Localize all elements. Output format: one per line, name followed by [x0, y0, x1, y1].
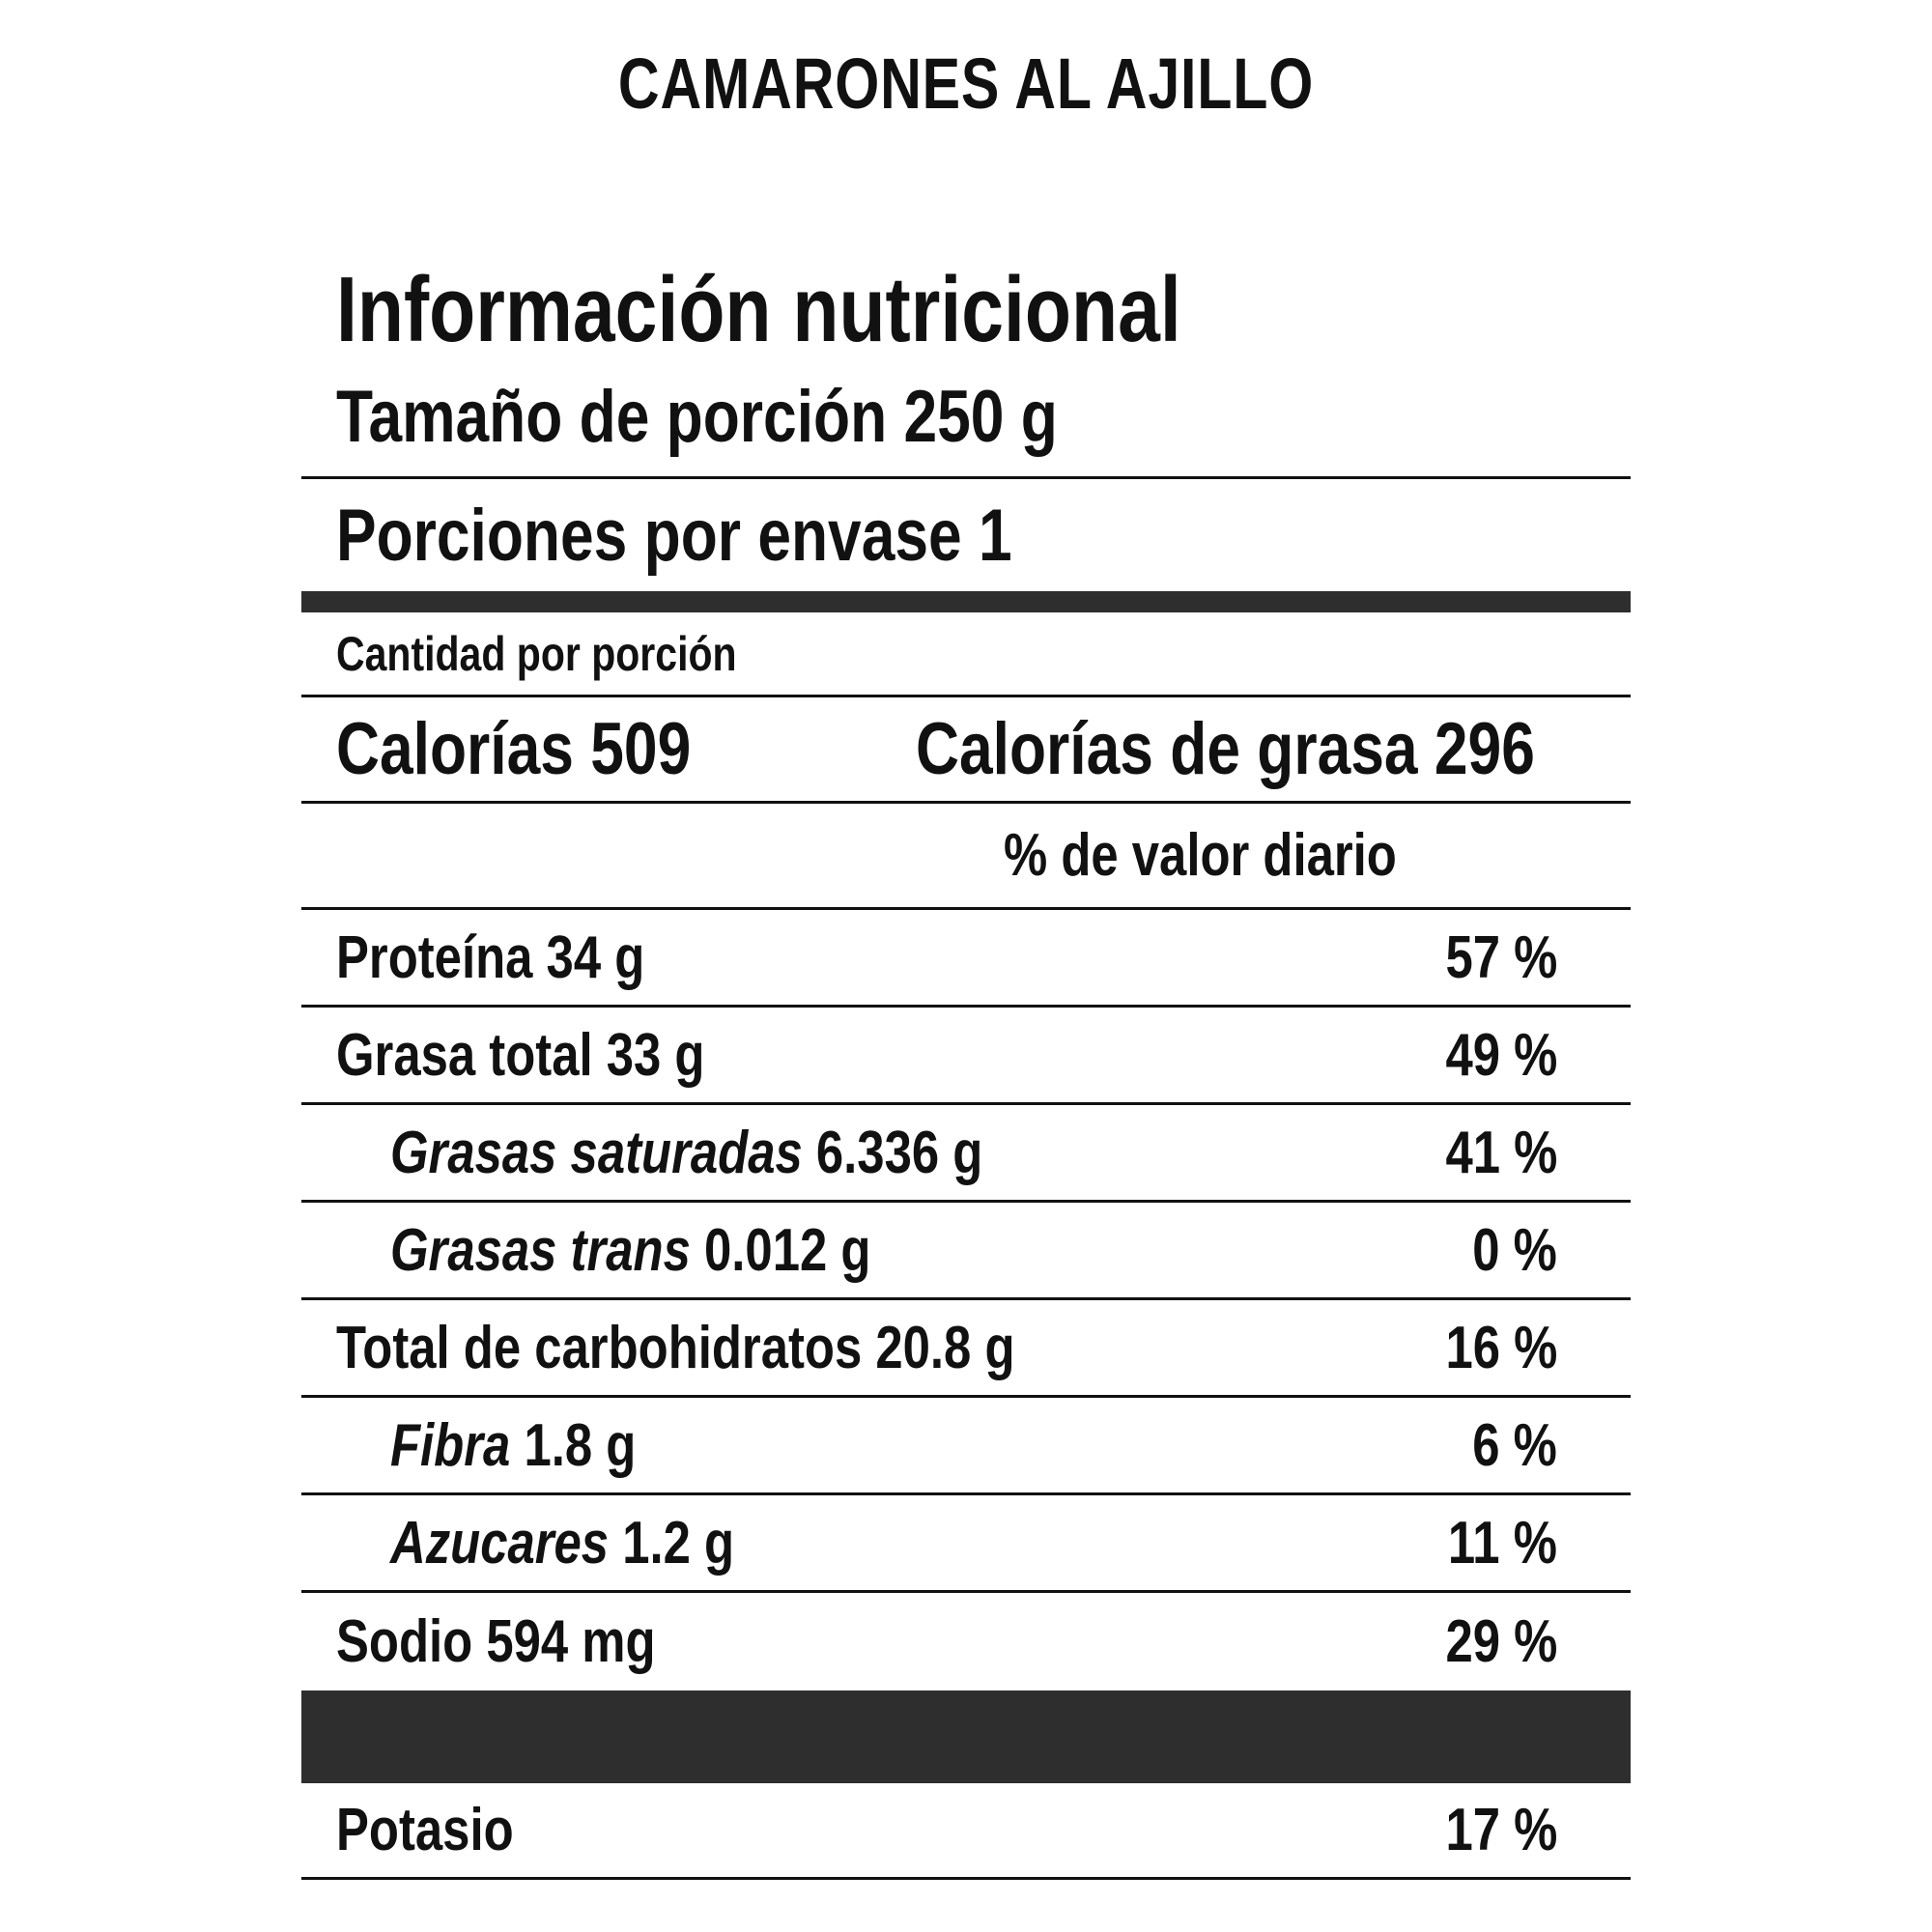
nutrition-label [301, 251, 1631, 1880]
calories: Calorías 509 [336, 708, 692, 790]
nutrient-dv: 0 % [1472, 1216, 1557, 1284]
nutrient-row-sugars [301, 1495, 1631, 1593]
label-heading: Información nutricional [336, 258, 1181, 361]
nutrient-dv: 17 % [1445, 1797, 1557, 1863]
amount-per-serving-row [301, 612, 1631, 697]
nutrient-row-total-fat [301, 1008, 1631, 1105]
nutrient-row-saturated-fat [301, 1105, 1631, 1203]
recipe-title: CAMARONES AL AJILLO [617, 43, 1315, 124]
nutrient-dv: 29 % [1445, 1608, 1557, 1675]
servings-per-container-row [301, 479, 1631, 591]
amount-per-serving: Cantidad por porción [336, 626, 737, 681]
nutrient-amount: 1.2 g [622, 1509, 735, 1577]
nutrient-row-sodium [301, 1593, 1631, 1690]
nutrient-name: Total de carbohidratos [336, 1314, 863, 1381]
thick-divider-block [301, 1690, 1631, 1783]
daily-value-header-row [301, 804, 1631, 910]
nutrient-dv: 49 % [1445, 1021, 1557, 1089]
fat-calories: Calorías de grasa 296 [916, 708, 1535, 790]
thick-divider [301, 591, 1631, 612]
nutrient-row-protein [301, 910, 1631, 1008]
nutrient-name: Grasas trans [390, 1216, 691, 1284]
nutrient-amount: 594 mg [486, 1608, 656, 1675]
nutrient-name: Fibra [390, 1411, 511, 1479]
calories-row [301, 697, 1631, 804]
nutrient-dv: 6 % [1472, 1411, 1557, 1479]
nutrient-dv: 16 % [1445, 1314, 1557, 1381]
label-heading-row [301, 251, 1631, 361]
nutrient-name: Grasas saturadas [390, 1119, 803, 1186]
nutrient-dv: 11 % [1447, 1509, 1557, 1577]
nutrient-amount: 0.012 g [704, 1216, 871, 1284]
nutrient-name: Azucares [390, 1509, 610, 1577]
nutrient-amount: 6.336 g [815, 1119, 983, 1186]
nutrient-dv: 41 % [1445, 1119, 1557, 1186]
nutrient-name: Proteína [336, 923, 533, 991]
serving-size-row [301, 357, 1631, 479]
nutrient-dv: 57 % [1445, 923, 1557, 991]
nutrient-row-carbohydrates [301, 1300, 1631, 1398]
nutrient-name: Potasio [336, 1797, 514, 1863]
nutrient-name: Grasa total [336, 1021, 593, 1089]
nutrient-row-trans-fat [301, 1203, 1631, 1300]
nutrient-name: Sodio [336, 1608, 473, 1675]
nutrient-amount: 34 g [546, 923, 645, 991]
servings-per-container: Porciones por envase 1 [336, 494, 1012, 577]
serving-size: Tamaño de porción 250 g [336, 376, 1058, 458]
nutrient-amount: 20.8 g [875, 1314, 1015, 1381]
daily-value-header: % de valor diario [1004, 822, 1397, 889]
nutrient-amount: 33 g [606, 1021, 705, 1089]
nutrient-row-fiber [301, 1398, 1631, 1495]
nutrient-amount: 1.8 g [524, 1411, 637, 1479]
nutrient-row-potassium [301, 1783, 1631, 1880]
